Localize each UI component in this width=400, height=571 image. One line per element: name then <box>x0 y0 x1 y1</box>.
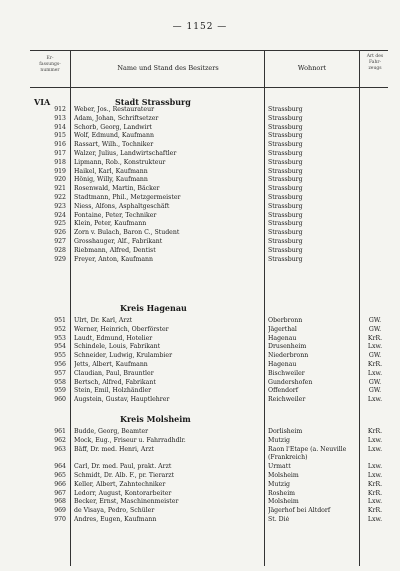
table-row <box>30 159 388 168</box>
cell-name: Wolf, Edmund, Kaufmann <box>74 132 154 140</box>
cell-ort: Strassburg <box>268 229 303 237</box>
cell-ort: Strassburg <box>268 194 303 201</box>
table-row <box>30 256 388 265</box>
cell-art: KrR. <box>367 480 383 488</box>
cell-num: 915 <box>54 132 66 140</box>
section-title: Kreis Molsheim <box>120 414 191 424</box>
cell-name: Bäff, Dr. med. Henri, Arzt <box>74 445 155 453</box>
cell-ort: Strassburg <box>268 158 303 166</box>
table-row <box>30 472 388 481</box>
table-row <box>30 463 388 472</box>
cell-num: 919 <box>54 167 66 175</box>
cell-name: Keller, Albert, Zahntechniker <box>74 480 166 488</box>
table-row <box>30 247 388 256</box>
table-row <box>30 132 388 141</box>
cell-ort: Offendorf <box>268 387 299 395</box>
section-title: Kreis Hagenau <box>120 303 187 313</box>
cell-num: 957 <box>54 369 66 377</box>
cell-name: Augstein, Gustav, Hauptlehrer <box>74 396 170 404</box>
cell-num: 955 <box>54 352 66 360</box>
section-code: VIA <box>34 97 51 107</box>
cell-num: 970 <box>54 516 66 523</box>
cell-name: Schindele, Louis, Fabrikant <box>74 343 161 351</box>
cell-num: 920 <box>54 176 66 184</box>
cell-name: Budde, Georg, Beamter <box>74 428 149 435</box>
cell-ort: Molsheim <box>268 472 299 479</box>
cell-art: Lxw. <box>367 445 383 453</box>
cell-ort: Rosheim <box>268 489 296 497</box>
header-ort-column: Wohnort <box>297 64 327 72</box>
table-row <box>30 352 388 361</box>
cell-num: 962 <box>54 436 66 444</box>
cell-ort: Jägerhof bei Altdorf <box>268 507 331 515</box>
cell-name: Grosshauger, Alf., Fabrikant <box>74 238 163 245</box>
cell-num: 963 <box>54 445 66 453</box>
table-row <box>30 176 388 185</box>
cell-ort: Mutzig <box>268 436 291 444</box>
cell-num: 959 <box>54 387 66 395</box>
ort-continuation: (Frankreich) <box>268 454 308 462</box>
table-row <box>30 396 388 405</box>
cell-name: Jetts, Albert, Kaufmann <box>74 361 148 368</box>
cell-name: Walzer, Julius, Landwirtschaftler <box>74 150 177 157</box>
page-number: — 1152 — <box>172 22 228 32</box>
table-row <box>30 141 388 150</box>
table-header <box>30 50 388 88</box>
table-row <box>30 212 388 221</box>
cell-art: GW. <box>368 378 382 386</box>
cell-name: Carl, Dr. med. Paul, prakt. Arzt <box>74 463 172 471</box>
cell-name: Adam, Johan, Schriftsetzer <box>74 114 159 122</box>
cell-art: KrR. <box>367 507 383 515</box>
cell-num: 951 <box>54 317 66 324</box>
header-divider <box>70 51 71 87</box>
cell-num: 923 <box>54 202 66 210</box>
cell-num: 969 <box>54 507 66 515</box>
cell-name: Werner, Heinrich, Oberförster <box>74 325 169 333</box>
table-row <box>30 185 388 194</box>
table-row <box>30 498 388 507</box>
cell-ort: Drusenheim <box>268 343 307 351</box>
cell-art: Lxw. <box>367 436 383 444</box>
header-number-label: Er- fassungs- nummer <box>39 56 61 73</box>
cell-num: 914 <box>54 123 66 131</box>
table-row <box>30 490 388 499</box>
cell-ort: Bischweiler <box>268 369 305 377</box>
header-number-column <box>30 56 70 74</box>
cell-art: GW. <box>368 352 382 360</box>
cell-name: Andres, Eugen, Kaufmann <box>74 516 157 523</box>
cell-ort: Oberbronn <box>268 317 303 324</box>
cell-name: Bertsch, Alfred, Fabrikant <box>74 378 156 386</box>
cell-ort: Gundershofen <box>268 378 313 386</box>
cell-name: Becker, Ernst, Maschinenmeister <box>74 498 179 506</box>
header-name-column: Name und Stand des Besitzers <box>117 64 219 72</box>
cell-name: Stadtmann, Phil., Metzgermeister <box>74 194 181 201</box>
cell-num: 952 <box>54 325 66 333</box>
cell-art: KrR. <box>367 334 383 342</box>
cell-ort: Strassburg <box>268 167 303 175</box>
cell-num: 928 <box>54 246 66 254</box>
cell-ort: Raon l'Etape (a. Neuville <box>268 445 347 453</box>
table-row <box>30 106 388 115</box>
table-row <box>30 387 388 396</box>
cell-name: Riebmann, Alfred, Dentist <box>74 246 156 254</box>
cell-ort: Strassburg <box>268 185 303 193</box>
header-art-label: Art des Fahr- zeugs <box>366 54 384 71</box>
cell-name: Stein, Emil, Holzhändler <box>74 387 152 395</box>
cell-ort: Strassburg <box>268 150 303 157</box>
cell-num: 967 <box>54 489 66 497</box>
cell-num: 958 <box>54 378 66 386</box>
table-row <box>30 220 388 229</box>
cell-art: KrR. <box>367 361 383 368</box>
cell-art: GW. <box>368 325 382 333</box>
cell-name: Ulrt, Dr. Karl, Arzt <box>74 317 133 324</box>
cell-num: 964 <box>54 463 66 471</box>
cell-art: GW. <box>368 387 382 395</box>
cell-ort: Strassburg <box>268 246 303 254</box>
table-row <box>30 516 388 525</box>
cell-num: 926 <box>54 229 66 237</box>
cell-art: Lxw. <box>367 498 383 506</box>
cell-name: Claudian, Paul, Brauntler <box>74 369 154 377</box>
cell-ort: Hagenau <box>268 334 297 342</box>
table-row <box>30 507 388 516</box>
cell-name: Rassart, Wilh., Tochniker <box>74 141 154 149</box>
cell-num: 912 <box>54 106 66 113</box>
cell-art: Lxw. <box>367 463 383 471</box>
cell-num: 917 <box>54 150 66 157</box>
cell-ort: Strassburg <box>268 132 303 140</box>
cell-ort: Strassburg <box>268 114 303 122</box>
cell-art: GW. <box>368 317 382 324</box>
cell-name: Freyer, Anton, Kaufmann <box>74 255 153 263</box>
cell-num: 954 <box>54 343 66 351</box>
table-row <box>30 326 388 335</box>
cell-num: 916 <box>54 141 66 149</box>
cell-name: Schneider, Ludwig, Krulambier <box>74 352 173 360</box>
cell-ort: Dorlisheim <box>268 428 303 435</box>
cell-ort: Strassburg <box>268 141 303 149</box>
cell-ort: Strassburg <box>268 176 303 184</box>
table-row <box>30 335 388 344</box>
cell-num: 921 <box>54 185 66 193</box>
cell-num: 927 <box>54 238 66 245</box>
cell-num: 918 <box>54 158 66 166</box>
cell-ort: Strassburg <box>268 211 303 219</box>
cell-num: 961 <box>54 428 66 435</box>
table-row <box>30 437 388 446</box>
table-row <box>30 361 388 370</box>
table-row <box>30 115 388 124</box>
table-row <box>30 229 388 238</box>
cell-num: 953 <box>54 334 66 342</box>
table-row <box>30 203 388 212</box>
cell-name: Lipmann, Rob., Konstrukteur <box>74 158 166 166</box>
cell-name: Mock, Eug., Friseur u. Fahrradhdlr. <box>74 436 186 444</box>
cell-num: 960 <box>54 396 66 404</box>
cell-num: 922 <box>54 194 66 201</box>
table-row <box>30 446 388 455</box>
table-row <box>30 481 388 490</box>
cell-num: 968 <box>54 498 66 506</box>
cell-num: 965 <box>54 472 66 479</box>
cell-ort: Reichweiler <box>268 396 306 404</box>
cell-name: Weber, Jos., Restaurateur <box>74 106 155 113</box>
table-row <box>30 317 388 326</box>
cell-ort: Molsheim <box>268 498 299 506</box>
table-row <box>30 379 388 388</box>
cell-art: KrR. <box>367 489 383 497</box>
cell-art: Lxw. <box>367 472 383 479</box>
cell-name: Laudt, Edmund, Hotelier <box>74 334 153 342</box>
cell-name: Klein, Peter, Kaufmann <box>74 220 147 228</box>
cell-name: Schorb, Georg, Landwirt <box>74 123 152 131</box>
table-row <box>30 428 388 437</box>
cell-ort: Strassburg <box>268 106 303 113</box>
cell-art: Lxw. <box>367 369 383 377</box>
header-divider <box>359 51 360 87</box>
cell-name: Schmidt, Dr. Alb. F., pr. Tierarzt <box>74 472 174 479</box>
cell-num: 929 <box>54 255 66 263</box>
cell-num: 924 <box>54 211 66 219</box>
cell-name: Niess, Alfons, Asphaltgeschäft <box>74 202 170 210</box>
cell-name: Hönig, Willy, Kaufmann <box>74 176 148 184</box>
section-title: Stadt Strassburg <box>115 97 191 107</box>
cell-ort: Urmatt <box>268 463 291 471</box>
cell-art: Lxw. <box>367 396 383 404</box>
cell-name: Rosenwald, Martin, Bäcker <box>74 185 160 193</box>
table-row <box>30 238 388 247</box>
cell-art: Lxw. <box>367 343 383 351</box>
cell-ort: Strassburg <box>268 255 303 263</box>
table-row <box>30 370 388 379</box>
cell-name: Zorn v. Bulach, Baron C., Student <box>74 229 180 237</box>
header-divider <box>264 51 265 87</box>
cell-ort: Strassburg <box>268 123 303 131</box>
cell-ort: Mutzig <box>268 480 291 488</box>
cell-name: de Visaya, Pedro, Schüler <box>74 507 155 515</box>
cell-ort: Niederbronn <box>268 352 309 360</box>
table-row <box>30 168 388 177</box>
cell-ort: Strassburg <box>268 238 303 245</box>
header-art-column <box>361 54 389 72</box>
table-row <box>30 124 388 133</box>
cell-ort: Hagenau <box>268 361 297 368</box>
cell-num: 966 <box>54 480 66 488</box>
table-row <box>30 150 388 159</box>
cell-num: 913 <box>54 114 66 122</box>
cell-ort: Jägerthal <box>268 325 297 333</box>
cell-ort: Strassburg <box>268 202 303 210</box>
cell-name: Ledorr, August, Kontorarbeiter <box>74 489 172 497</box>
cell-art: KrR. <box>367 428 383 435</box>
cell-ort: St. Dié <box>268 516 290 523</box>
cell-name: Fontaine, Peter, Techniker <box>74 211 157 219</box>
table-row <box>30 343 388 352</box>
table-row <box>30 194 388 203</box>
cell-ort: Strassburg <box>268 220 303 228</box>
cell-num: 956 <box>54 361 66 368</box>
cell-num: 925 <box>54 220 66 228</box>
cell-name: Haikel, Karl, Kaufmann <box>74 167 148 175</box>
cell-art: Lxw. <box>367 516 383 523</box>
